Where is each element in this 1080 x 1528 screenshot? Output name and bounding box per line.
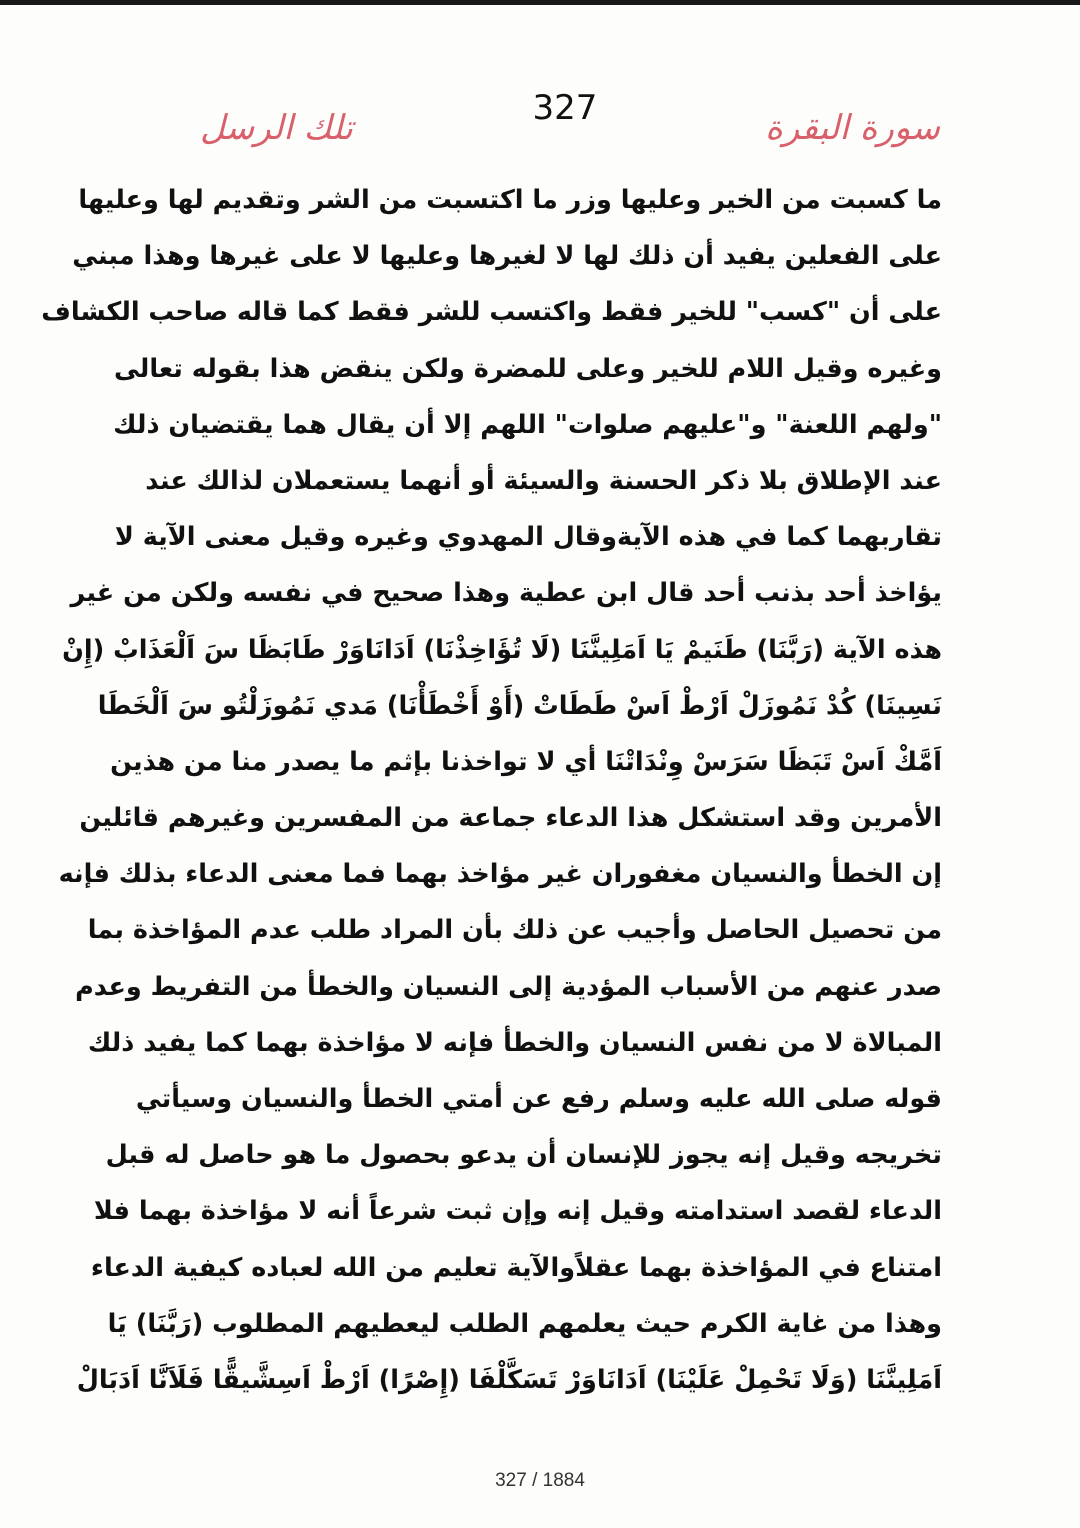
text-line: هذه الآية (رَبَّنَا) طَنَيمْ يَا اَمَلِينَّنَا (لَا تُؤَاخِذْنَا) اَدَانَاوَرْ طَابَظَا سَ اَلْعَذَابْ (إِنْ xyxy=(62,634,942,665)
text-line: امتناع في المؤاخذة بهما عقلاًوالآية تعليم من الله لعباده كيفية الدعاء xyxy=(90,1252,942,1283)
text-line: يؤاخذ أحد بذنب أحد قال ابن عطية وهذا صحيح في نفسه ولكن من غير xyxy=(70,578,942,609)
text-line: تقاربهما كما في هذه الآيةوقال المهدوي وغيره وقيل معنى الآية لا xyxy=(114,522,942,553)
page-number: 327 xyxy=(532,88,598,128)
text-line: اَمَلِينَّنَا (وَلَا تَحْمِلْ عَلَيْنَا) اَدَانَاوَرْ تَسَكَّلْفَا (إِصْرًا) اَرْطْ اَسِشَّيقًّا فَلَاَنَّا اَدَبَالْ xyxy=(76,1364,942,1395)
text-line: نَسِينَا) كُدْ نَمُوزَلْ اَرْطْ اَسْ طَطَاتْ (أَوْ أَخْطَأْنَا) مَدي نَمُوزَلْتُو سَ اَلْخَطَا xyxy=(97,690,942,721)
top-scan-edge xyxy=(0,0,1080,5)
text-line: ما كسبت من الخير وعليها وزر ما اكتسبت من الشر وتقديم لها وعليها xyxy=(78,185,942,215)
text-line: "ولهم اللعنة" و"عليهم صلوات" اللهم إلا أن يقال هما يقتضيان ذلك xyxy=(113,409,942,440)
text-line: الدعاء لقصد استدامته وقيل إنه وإن ثبت شرعاً أنه لا مؤاخذة بهما فلا xyxy=(93,1196,942,1227)
text-line: المبالاة لا من نفس النسيان والخطأ فإنه لا مؤاخذة بهما كما يفيد ذلك xyxy=(87,1027,942,1058)
text-line: عند الإطلاق بلا ذكر الحسنة والسيئة أو أنهما يستعملان لذالك عند xyxy=(145,465,942,496)
text-line: على الفعلين يفيد أن ذلك لها لا لغيرها وعليها لا على غيرها وهذا مبني xyxy=(72,241,942,272)
text-line: اَمَّكْ اَسْ تَبَظَا سَرَسْ وِنْدَاتْنَا أي لا تواخذنا بإثم ما يصدر منا من هذين xyxy=(110,746,942,777)
text-line: الأمرين وقد استشكل هذا الدعاء جماعة من المفسرين وغيرهم قائلين xyxy=(79,803,942,834)
text-line: إن الخطأ والنسيان مغفوران غير مؤاخذ بهما فما معنى الدعاء بذلك فإنه xyxy=(58,859,942,890)
text-line: قوله صلى الله عليه وسلم رفع عن أمتي الخطأ والنسيان وسيأتي xyxy=(135,1084,942,1114)
text-line: على أن "كسب" للخير فقط واكتسب للشر فقط كما قاله صاحب الكشاف xyxy=(41,297,942,328)
pagination-indicator: 327 / 1884 xyxy=(495,1470,585,1491)
text-line: تخريجه وقيل إنه يجوز للإنسان أن يدعو بحصول ما هو حاصل له قبل xyxy=(105,1140,942,1171)
text-line: صدر عنهم من الأسباب المؤدية إلى النسيان والخطأ من التفريط وعدم xyxy=(75,971,942,1002)
handwritten-surah-name: سورة البقرة xyxy=(765,108,940,148)
text-line: من تحصيل الحاصل وأجيب عن ذلك بأن المراد طلب عدم المؤاخذة بما xyxy=(87,915,942,946)
handwritten-juz-name: تلك الرسل xyxy=(200,108,353,148)
text-line: وغيره وقيل اللام للخير وعلى للمضرة ولكن ينقض هذا بقوله تعالى xyxy=(113,353,942,384)
tafsir-text-block xyxy=(41,172,942,1408)
text-line: وهذا من غاية الكرم حيث يعلمهم الطلب ليعطيهم المطلوب (رَبَّنَا) يَا xyxy=(107,1308,942,1339)
